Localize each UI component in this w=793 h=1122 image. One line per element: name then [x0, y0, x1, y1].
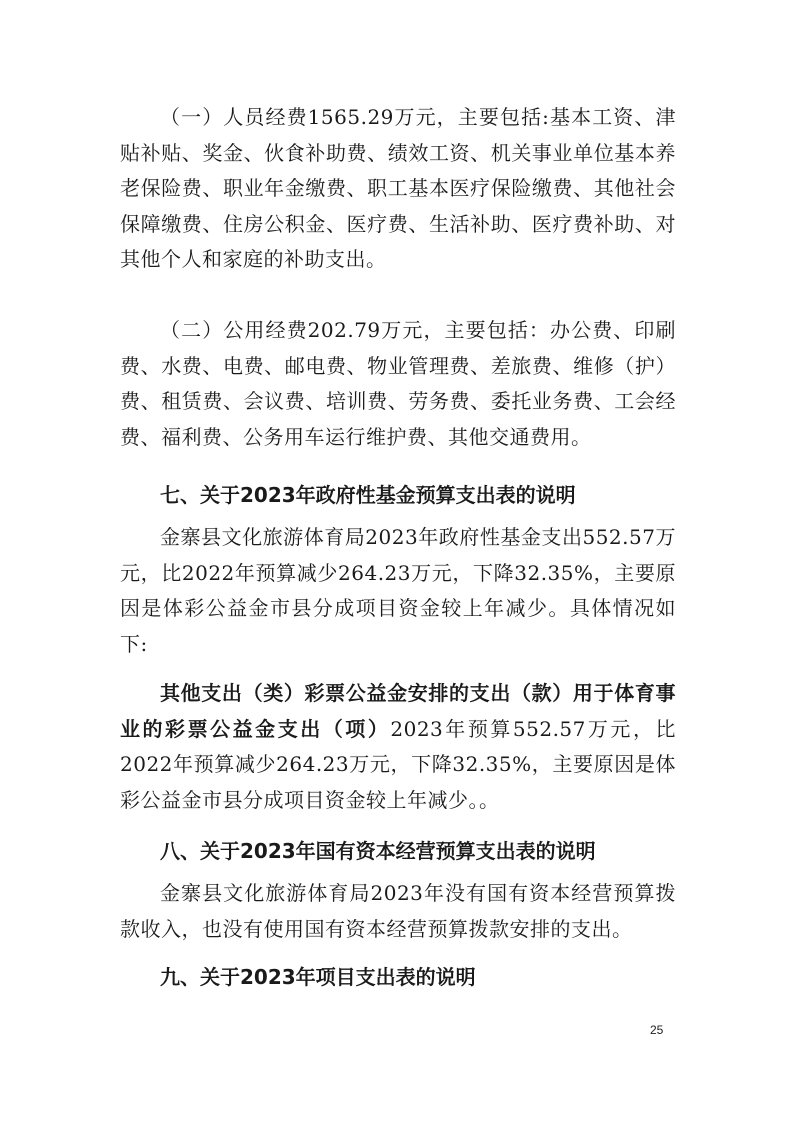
paragraph-state-capital: 金寨县文化旅游体育局2023年没有国有资本经营预算拨款收入，也没有使用国有资本经营预算拨款安排的支出。: [120, 881, 676, 941]
paragraph-lottery-fund: [120, 676, 676, 818]
paragraph-personnel-expenses: （一）人员经费1565.29万元，主要包括:基本工资、津贴补贴、奖金、伙食补助费、绩效工资、机关事业单位基本养老保险费、职业年金缴费、职工基本医疗保险缴费、其他社会保障缴费、住房公积金、医疗费、生活补助、医疗费补助、对其他个人和家庭的补助支出。: [120, 105, 676, 271]
lottery-fund-bold-label: 其他支出（类）彩票公益金安排的支出（款）用于体育事业的彩票公益金支出（项）: [120, 681, 676, 741]
section-heading-7: 七、关于2023年政府性基金预算支出表的说明: [160, 483, 576, 507]
page-number: 25: [650, 1023, 664, 1037]
lottery-fund-detail: 2023年预算552.57万元，比2022年预算减少264.23万元，下降32.35%，主要原因是体彩公益金市县分成项目资金较上年减少。。: [120, 716, 676, 812]
paragraph-government-fund: 金寨县文化旅游体育局2023年政府性基金支出552.57万元，比2022年预算减少264.23万元，下降32.35%，主要原因是体彩公益金市县分成项目资金较上年减少。具体情况如下:: [120, 525, 676, 656]
paragraph-public-expenses: （二）公用经费202.79万元，主要包括：办公费、印刷费、水费、电费、邮电费、物业管理费、差旅费、维修（护）费、租赁费、会议费、培训费、劳务费、委托业务费、工会经费、福利费、公务用车运行维护费、其他交通费用。: [120, 318, 676, 449]
section-heading-9: 九、关于2023年项目支出表的说明: [160, 965, 476, 989]
section-heading-8: 八、关于2023年国有资本经营预算支出表的说明: [160, 839, 596, 863]
